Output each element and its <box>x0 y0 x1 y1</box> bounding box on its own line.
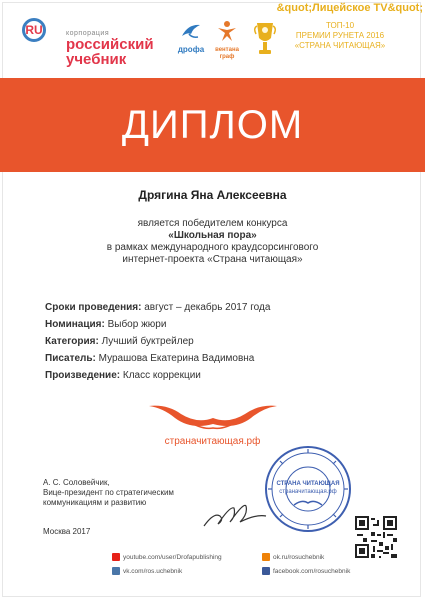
award-line2: ПРЕМИИ РУНЕТА 2016 <box>295 31 385 40</box>
intro-line1: является победителем конкурса <box>137 218 288 229</box>
intro-line3: в рамках международного краудсорсингового <box>106 242 319 253</box>
footer-link-vk-text: vk.com/ros.uchebnik <box>123 567 183 575</box>
rucheb-line2: учебник <box>66 51 127 68</box>
detail-row-nomination <box>45 316 405 333</box>
contest-name <box>0 230 425 242</box>
book-ornament-icon <box>147 400 279 434</box>
signature-icon <box>200 494 270 532</box>
diploma-title: ДИПЛОМ <box>121 102 304 147</box>
qr-code-icon[interactable] <box>355 516 397 558</box>
recipient-name: Дрягина Яна Алексеевна <box>138 188 287 202</box>
detail-label: Номинация: <box>45 319 105 330</box>
rucheb-wordmark <box>66 30 181 67</box>
detail-value: Лучший буктрейлер <box>98 336 194 347</box>
signatory-role2: коммуникациям и развитию <box>43 498 147 507</box>
signatory-block <box>43 478 213 508</box>
detail-row-category <box>45 333 405 350</box>
facebook-icon <box>262 567 270 575</box>
site-link[interactable]: страначитающая.рф <box>164 436 261 447</box>
award-text <box>285 21 395 51</box>
rucheb-mark-letter: RU <box>25 23 43 37</box>
footer-link-facebook[interactable] <box>262 567 350 575</box>
stamp-line1: СТРАНА ЧИТАЮЩАЯ <box>276 481 340 487</box>
detail-label: Сроки проведения: <box>45 302 142 313</box>
rucheb-mark-icon <box>22 18 46 42</box>
footer-link-youtube[interactable] <box>112 553 222 561</box>
drofa-logo <box>176 22 206 54</box>
detail-label: Произведение: <box>45 370 121 381</box>
ventana-logo <box>210 20 244 61</box>
drofa-bird-icon <box>180 22 202 40</box>
detail-value: август – декабрь 2017 года <box>141 302 271 313</box>
rucheb-logo <box>22 18 154 68</box>
signatory-name: А. С. Соловейчик, <box>43 478 110 487</box>
ventana-figure-icon <box>215 20 239 42</box>
detail-value: Выбор жюри <box>104 319 167 330</box>
rucheb-small-text: корпорация <box>66 30 110 37</box>
city-year: Москва 2017 <box>43 527 91 536</box>
youtube-icon <box>112 553 120 561</box>
ventana-label-1: вентана <box>215 47 239 53</box>
footer-link-ok[interactable] <box>262 553 324 561</box>
footer-link-youtube-text: youtube.com/user/Drofapublishing <box>123 553 222 561</box>
vk-icon <box>112 567 120 575</box>
detail-row-work <box>45 367 405 384</box>
header <box>0 0 425 75</box>
details-list <box>45 299 405 384</box>
signatory-role1: Вице-президент по стратегическим <box>43 488 174 497</box>
ventana-label-2: граф <box>219 54 235 60</box>
odnoklassniki-icon <box>262 553 270 561</box>
award-line3: «СТРАНА ЧИТАЮЩАЯ» <box>294 41 386 50</box>
rucheb-line1: российский <box>66 36 154 53</box>
award-cup-icon <box>253 20 277 58</box>
footer-link-facebook-text: facebook.com/rosuchebnik <box>273 567 351 575</box>
stamp-line2: страначитающая.рф <box>279 489 337 495</box>
detail-row-writer <box>45 350 405 367</box>
detail-label: Писатель: <box>45 353 96 364</box>
footer-link-vk[interactable] <box>112 567 182 575</box>
award-line1: ТОП-10 <box>325 21 355 30</box>
detail-row-dates <box>45 299 405 316</box>
title-banner <box>0 78 425 172</box>
award-headline: &quot;Лицейское TV&quot; <box>276 2 423 14</box>
detail-label: Категория: <box>45 336 99 347</box>
footer-link-ok-text: ok.ru/rosuchebnik <box>273 553 325 561</box>
intro-text <box>0 218 425 266</box>
detail-value: Класс коррекции <box>120 370 201 381</box>
detail-value: Мурашова Екатерина Вадимовна <box>95 353 255 364</box>
drofa-label: дрофа <box>177 45 205 54</box>
contest-name-text: «Школьная пора» <box>168 230 257 241</box>
intro-line4: интернет-проекта «Страна читающая» <box>122 254 303 265</box>
stamp-text <box>270 480 346 496</box>
